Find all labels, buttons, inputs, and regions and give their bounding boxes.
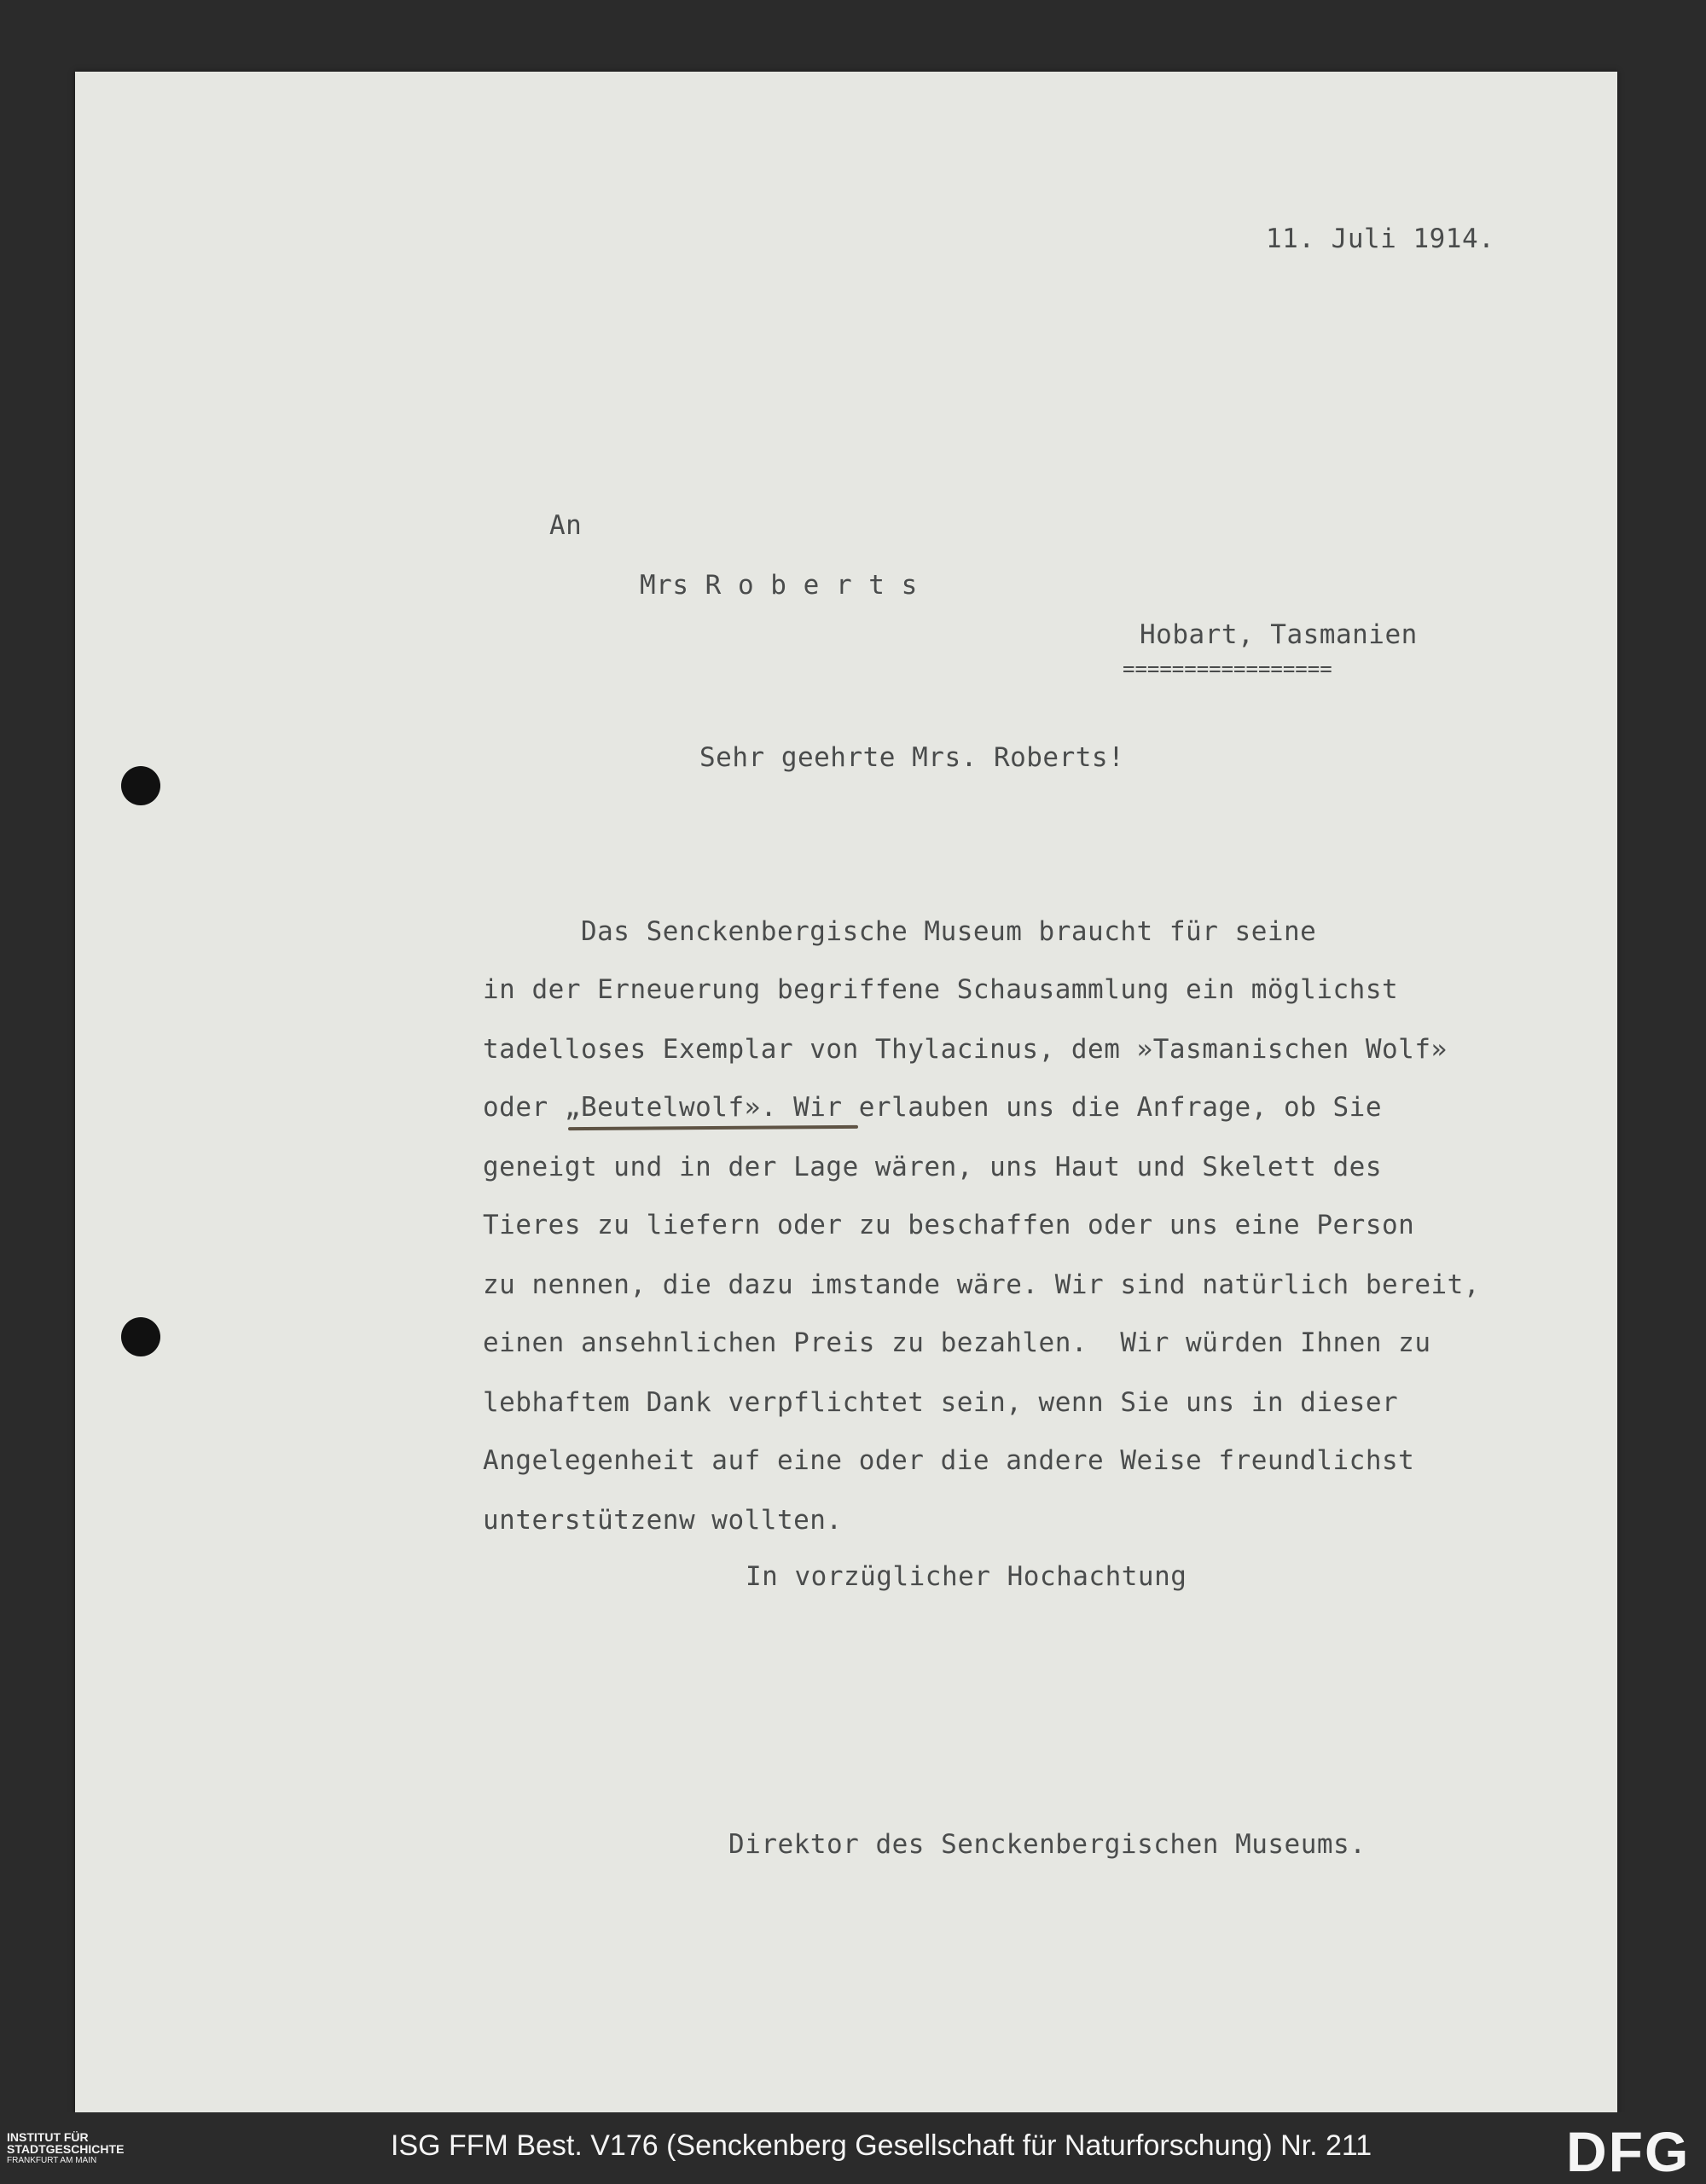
recipient-location: Hobart, Tasmanien <box>1140 619 1418 650</box>
body-line: Das Senckenbergische Museum braucht für seine <box>483 916 1317 947</box>
body-line: geneigt und in der Lage wären, uns Haut und Skelett des <box>483 1152 1382 1182</box>
body-line: oder „Beutelwolf». Wir erlauben uns die Anfrage, ob Sie <box>483 1092 1382 1123</box>
archive-reference: ISG FFM Best. V176 (Senckenberg Gesellschaft für Naturforschung) Nr. 211 <box>391 2129 1372 2162</box>
dfg-logo: DFG <box>1566 2120 1691 2183</box>
institute-logo <box>7 2131 124 2167</box>
body-line: unterstützenw wollten. <box>483 1505 843 1536</box>
institute-line-1: INSTITUT FÜR <box>7 2130 89 2144</box>
body-line: Angelegenheit auf eine oder die andere Weise freundlichst <box>483 1445 1415 1476</box>
institute-line-3: FRANKFURT AM MAIN <box>7 2156 97 2165</box>
body-line: einen ansehnlichen Preis zu bezahlen. Wir würden Ihnen zu <box>483 1327 1431 1358</box>
location-rule: ================= <box>1123 657 1332 681</box>
archive-footer <box>0 2112 1706 2184</box>
signature-line: Direktor des Senckenbergischen Museums. <box>728 1829 1367 1860</box>
body-line: tadelloses Exemplar von Thylacinus, dem »Tasmanischen Wolf» <box>483 1034 1448 1065</box>
closing: In vorzüglicher Hochachtung <box>746 1561 1187 1592</box>
punch-hole-bottom <box>121 1317 160 1356</box>
letter-page <box>75 72 1617 2112</box>
punch-hole-top <box>121 766 160 805</box>
ink-underline <box>568 1125 858 1130</box>
recipient-label: An <box>549 510 583 541</box>
letter-date: 11. Juli 1914. <box>1266 224 1495 254</box>
recipient-name: Mrs R o b e r t s <box>640 570 918 601</box>
body-line: in der Erneuerung begriffene Schausammlung ein möglichst <box>483 974 1399 1005</box>
body-line: zu nennen, die dazu imstande wäre. Wir sind natürlich bereit, <box>483 1269 1480 1300</box>
salutation: Sehr geehrte Mrs. Roberts! <box>699 742 1125 773</box>
institute-line-2: STADTGESCHICHTE <box>7 2142 125 2156</box>
body-line: lebhaftem Dank verpflichtet sein, wenn Sie uns in dieser <box>483 1387 1399 1418</box>
body-line: Tieres zu liefern oder zu beschaffen oder uns eine Person <box>483 1210 1415 1240</box>
